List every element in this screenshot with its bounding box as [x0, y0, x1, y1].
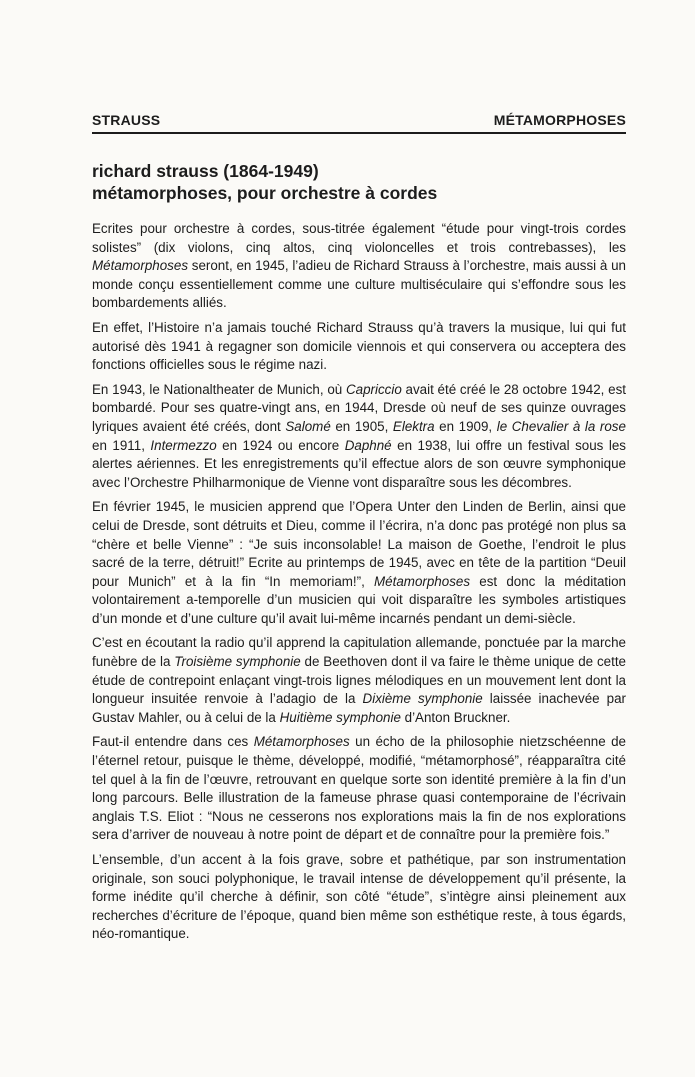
text-run: laissée inachevée par Gustav Mahler, ou à celui de la — [92, 691, 626, 725]
text-run: d’Anton Bruckner. — [400, 709, 511, 725]
title-line-2: métamorphoses, pour orchestre à cordes — [92, 183, 438, 203]
text-run: L’ensemble, d’un accent à la fois grave, sobre et pathétique, par son instrumentation originale, son souci polyphonique, le travail intense de développement qu’il présente, la forme inédite qu’il cherche à définir, son côté “étude”, s’intègre ainsi pleinement aux recherches d’écriture de l’époque, quand bien même son esthétique reste, à tous égards, néo-romantique. — [92, 852, 626, 942]
italic-title: le Chevalier à la rose — [496, 418, 626, 434]
title-line-1: richard strauss (1864-1949) — [92, 161, 319, 181]
italic-title: Capriccio — [345, 381, 402, 397]
text-run: Faut-il entendre dans ces — [92, 734, 254, 750]
italic-title: Salomé — [285, 418, 331, 434]
header-right: MÉTAMORPHOSES — [493, 112, 626, 128]
text-run: est donc la méditation volontairement a-temporelle d’un musicien qui voit disparaître les symboles artistiques d’un monde et d’une culture qu’il avait lui-même incarnés pendant un demi-siècle. — [92, 573, 626, 626]
paragraph-4 — [92, 498, 626, 628]
text-run: C’est en écoutant la radio qu’il apprend la capitulation allemande, ponctuée par la marche funèbre de la — [92, 635, 626, 670]
paragraph-7 — [92, 851, 626, 944]
article-body — [92, 220, 626, 944]
page-content — [92, 112, 626, 950]
paragraph-1 — [92, 220, 626, 313]
text-run: un écho de la philosophie nietzschéenne de l’éternel retour, puisque le thème, développé, modifié, “métamorphosé”, réapparaîtra cité tel quel à la fin de l’œuvre, retrouvant en quelque sorte son identité première à la fin d’un long parcours. Belle illustration de la fameuse phrase quasi contemporaine de l’écrivain anglais T.S. Eliot : “Nous ne cesserons nos explorations mais la fin de nos explorations sera d’arriver de nouveau à notre point de départ et de connaître pour la première fois.” — [92, 734, 626, 843]
italic-title: Métamorphoses — [253, 734, 350, 750]
text-run: En 1943, le Nationaltheater de Munich, où — [92, 381, 346, 397]
text-run: en 1938, lui offre un festival sous les alertes aériennes. Et les enregistrements qu’il effectue alors de son œuvre symphonique avec l’Orchestre Philharmonique de Vienne vont disparaître sous les décombres. — [92, 437, 626, 490]
text-run: en 1905, — [330, 418, 393, 434]
italic-title: Intermezzo — [150, 437, 217, 453]
text-run: Ecrites pour orchestre à cordes, sous-titrée également “étude pour vingt-trois cordes solistes” (dix violons, cinq altos, cinq violoncelles et trois contrebasses), les — [92, 221, 626, 255]
text-run: en 1909, — [434, 418, 497, 434]
italic-title: Dixième symphonie — [362, 691, 483, 707]
text-run: en 1924 ou encore — [216, 437, 345, 453]
paragraph-5 — [92, 634, 626, 727]
text-run: de Beethoven dont il va faire le thème unique de cette étude de contrepoint enlaçant vingt-trois lignes mélodiques en un mouvement lent dont la longueur insuitée renvoie à l’adagio de la — [92, 654, 626, 707]
italic-title: Daphné — [344, 437, 392, 453]
article-title — [92, 160, 626, 204]
text-run: en 1911, — [92, 437, 151, 453]
italic-title: Métamorphoses — [374, 573, 471, 589]
italic-title: Elektra — [392, 418, 435, 434]
italic-title: Métamorphoses — [92, 258, 189, 274]
text-run: En effet, l’Histoire n’a jamais touché Richard Strauss qu’à travers la musique, lui qui fut autorisé dès 1941 à regagner son domicile viennois et qui conservera ou acceptera des fonctions officielles sous le régime nazi. — [92, 319, 626, 373]
italic-title: Troisième symphonie — [174, 654, 301, 670]
text-run: En février 1945, le musicien apprend que l’Opera Unter den Linden de Berlin, ainsi que celui de Dresde, sont détruits et Dieu, comme il l’écrira, n’a donc pas protégé non plus sa “chère et belle Vienne” : “Je suis inconsolable! La maison de Goethe, l’endroit le plus sacré de la terre, détruit!” Ecrite au printemps de 1945, avec en tête de la partition “Deuil pour Munich” et à la fin “In memoriam!”, — [92, 499, 626, 589]
running-header — [92, 112, 626, 134]
italic-title: Huitième symphonie — [279, 709, 401, 725]
paragraph-2 — [92, 319, 626, 375]
text-run: seront, en 1945, l’adieu de Richard Strauss à l’orchestre, mais aussi à un monde conçu essentiellement comme une culture multiséculaire qui s’effondre sous les bombardements alliés. — [92, 258, 626, 311]
paragraph-3 — [92, 381, 626, 493]
paragraph-6 — [92, 733, 626, 845]
text-run: avait été créé le 28 octobre 1942, est bombardé. Pour ses quatre-vingt ans, en 1944, Dresde où neuf de ses quinze ouvrages lyriques avaient été créés, dont — [92, 381, 626, 434]
header-left: STRAUSS — [92, 112, 161, 128]
